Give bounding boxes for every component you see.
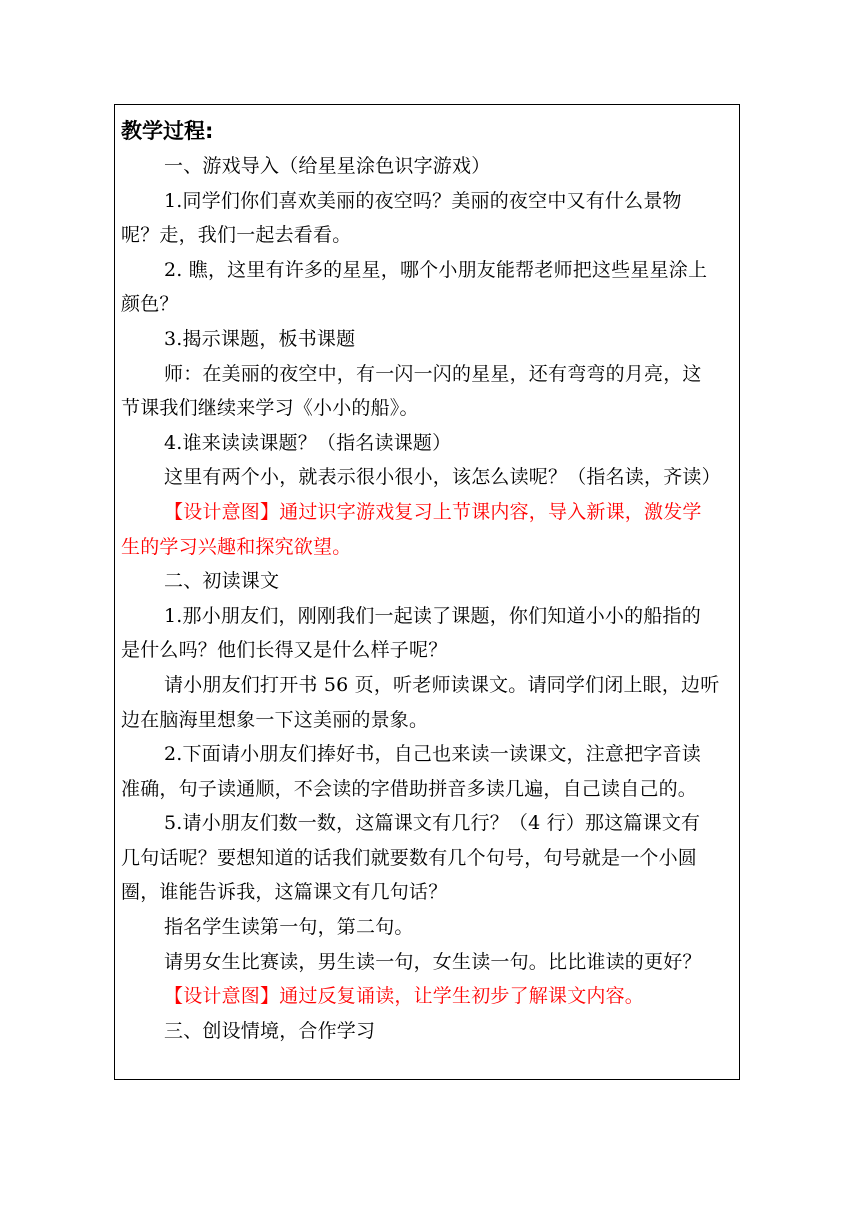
text-line: 请小朋友们打开书 56 页，听老师读课文。请同学们闭上眼，边听 [164, 673, 720, 696]
text-line: 【设计意图】通过反复诵读，让学生初步了解课文内容。 [164, 985, 645, 1008]
text-line: 1.同学们你们喜欢美丽的夜空吗？美丽的夜空中又有什么景物 [164, 189, 682, 212]
text-line: 师：在美丽的夜空中，有一闪一闪的星星，还有弯弯的月亮，这 [164, 362, 702, 385]
text-line: 一、游戏导入（给星星涂色识字游戏） [164, 155, 491, 177]
section-heading: 教学过程: [121, 119, 214, 143]
text-line: 3.揭示课题，板书课题 [164, 327, 356, 350]
text-line: 圈，谁能告诉我，这篇课文有几句话？ [121, 881, 448, 904]
text-line: 请男女生比赛读，男生读一句，女生读一句。比比谁读的更好？ [164, 950, 702, 973]
text-line: 颜色？ [121, 293, 179, 316]
text-line: 边在脑海里想象一下这美丽的景象。 [121, 708, 429, 731]
text-line: 二、初读课文 [164, 570, 280, 593]
lesson-table-cell [114, 104, 740, 1080]
text-line: 4.谁来读读课题？（指名读课题） [164, 431, 452, 454]
text-line: 2.下面请小朋友们捧好书，自己也来读一读课文，注意把字音读 [164, 743, 701, 766]
text-line: 是什么吗？他们长得又是什么样子呢？ [121, 639, 448, 662]
text-line: 指名学生读第一句，第二句。 [164, 916, 414, 939]
text-line: 5.请小朋友们数一数，这篇课文有几行？（4 行）那这篇课文有 [164, 812, 701, 835]
text-line: 三、创设情境，合作学习 [164, 1019, 376, 1042]
text-line: 【设计意图】通过识字游戏复习上节课内容，导入新课，激发学 [164, 500, 702, 523]
text-line: 呢？走，我们一起去看看。 [121, 224, 352, 247]
text-line: 节课我们继续来学习《小小的船》。 [121, 397, 419, 420]
text-line: 这里有两个小，就表示很小很小，该怎么读呢？（指名读，齐读） [164, 466, 721, 489]
text-line: 准确，句子读通顺，不会读的字借助拼音多读几遍，自己读自己的。 [121, 777, 698, 800]
text-line: 1.那小朋友们，刚刚我们一起读了课题，你们知道小小的船指的 [164, 604, 701, 627]
text-line: 几句话呢？要想知道的话我们就要数有几个句号，句号就是一个小圆 [121, 846, 698, 869]
text-line: 2. 瞧，这里有许多的星星，哪个小朋友能帮老师把这些星星涂上 [164, 258, 708, 281]
paragraph-lines [121, 149, 731, 1048]
text-line: 生的学习兴趣和探究欲望。 [121, 535, 352, 558]
lesson-content [121, 113, 731, 1048]
